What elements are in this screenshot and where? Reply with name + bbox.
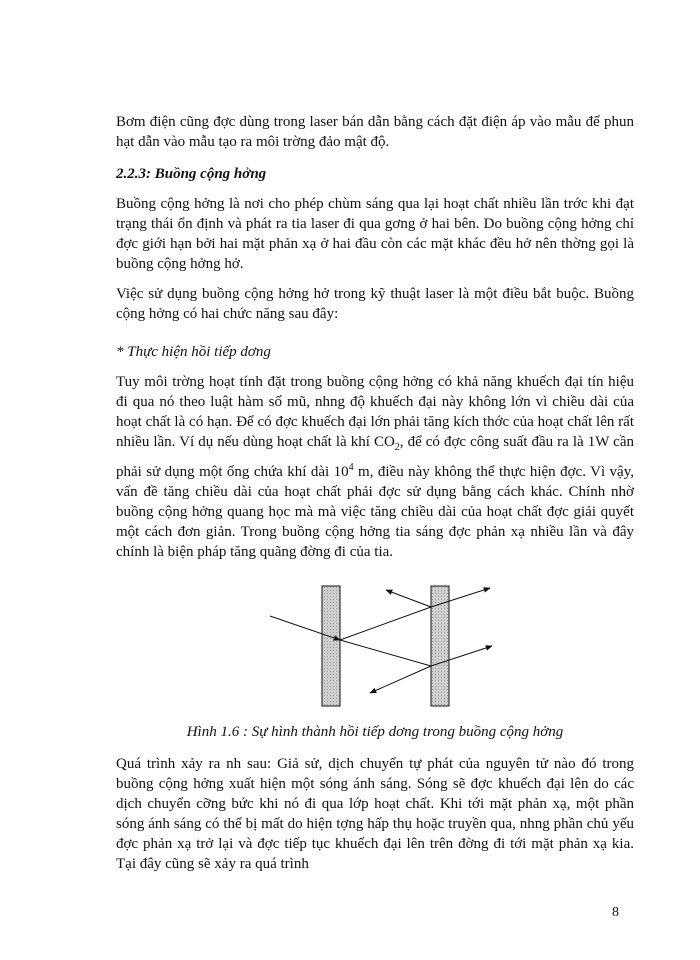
paragraph-electric-pumping: Bơm điện cũng đợc dùng trong laser bán dẫn bằng cách đặt điện áp vào mẫu để phun hạt dẫn vào mẫu tạo ra môi trờng đảo mật độ. [116, 114, 634, 150]
figure-caption: Hình 1.6 : Sự hình thành hồi tiếp dơng trong buồng cộng hởng [186, 724, 564, 740]
subheading-positive-feedback: * Thực hiện hồi tiếp dơng [116, 344, 271, 360]
reflected-ray-up [386, 590, 431, 607]
subscript: 2 [394, 442, 400, 453]
ray-segment [340, 607, 431, 640]
ray-segment [340, 640, 431, 666]
text-run: Tuy môi trờng hoạt tính đặt trong buồng cộng hởng có khả năng khuếch đại tín hiệu đi qua nó theo luật hàm số mũ, nhng độ khuếch đại này không lớn vì chiều dài của hoạt chất là có hạn. Để có đợc khuếch đại lớn phải tăng kích thớc của hoạt chất lên rất nhiều lần. Ví dụ nếu dùng hoạt chất là khí CO [116, 374, 634, 450]
paragraph-resonator-definition: Buồng cộng hởng là nơi cho phép chùm sáng qua lại hoạt chất nhiều lần trớc khi đạt trạng thái ổn định và phát ra tia laser đi qua gơng ở hai bên. Do buồng cộng hởng chỉ đợc giới hạn bởi hai mặt phản xạ ở hai đầu còn các mặt khác đều hở nên thờng gọi là buồng cộng hởng hở. [116, 196, 634, 272]
page-number: 8 [612, 905, 619, 920]
section-heading: 2.2.3: Buồng cộng hởng [116, 166, 267, 182]
superscript: 4 [348, 462, 354, 473]
resonator-diagram [260, 580, 500, 710]
paragraph-resonator-usage: Việc sử dụng buồng cộng hởng hở trong kỹ thuật laser là một điều bắt buộc. Buồng cộng hởng có hai chức năng sau đây: [116, 286, 634, 322]
left-mirror [322, 586, 340, 706]
paragraph-process-description: Quá trình xảy ra nh sau: Giả sử, dịch chuyển tự phát của nguyên tử nào đó trong buồng cộng hởng xuất hiện một sóng ánh sáng. Sóng sẽ đợc khuếch đại lên do các dịch chuyển cỡng bức khi nó đi qua lớp hoạt chất. Khi tới mặt phản xạ, một phần sóng ánh sáng có thể bị mất do hiện tợng hấp thụ hoặc truyền qua, nhng phần chủ yếu đợc phản xạ trở lại và đợc tiếp tục khuếch đại lên trên đờng đi tới mặt phản xạ kia. Tại đây cũng sẽ xảy ra quá trình [116, 756, 634, 872]
reflected-ray-down [370, 666, 431, 693]
paragraph-feedback-explanation [116, 372, 634, 562]
text-run: , để có đợc công suất đầu ra là 1W cần phải sử dụng một ống chứa khí dài 10 [116, 434, 634, 480]
text-run: m, điều này không thể thực hiện đợc. Vì vậy, vấn đề tăng chiều dài của hoạt chất phải đợc sử dụng bằng cách khác. Chính nhờ buồng cộng hởng quang học mà mà việc tăng chiều dài của hoạt chất đợc giải quyết một cách đơn giản. Trong buồng cộng hởng tia sáng đợc phản xạ nhiều lần và đây chính là biện pháp tăng quãng đờng đi của tia. [116, 464, 634, 560]
